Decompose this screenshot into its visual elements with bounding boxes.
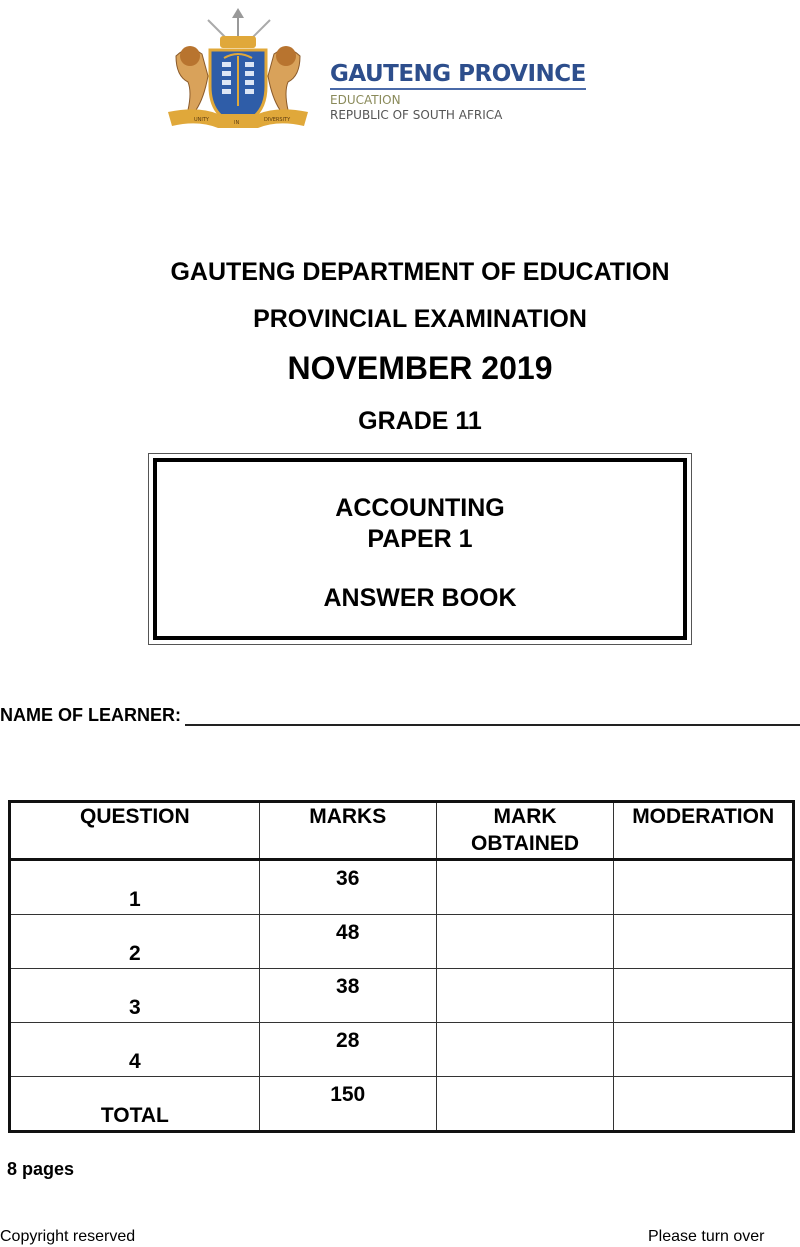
table-header-row — [10, 802, 794, 860]
learner-name-label: NAME OF LEARNER: — [0, 705, 181, 725]
marks-table — [8, 800, 795, 1133]
question-cell: 1 — [10, 860, 260, 915]
copyright-footer: Copyright reserved — [0, 1228, 136, 1245]
exam-heading: PROVINCIAL EXAMINATION — [253, 305, 587, 333]
title-box-inner — [153, 458, 687, 640]
subject-title: ACCOUNTING — [335, 494, 505, 522]
title-box — [148, 453, 692, 645]
logo-title: GAUTENG PROVINCE — [330, 60, 586, 90]
learner-name-row — [0, 704, 800, 726]
question-cell: 4 — [10, 1023, 260, 1077]
mark-obtained-cell[interactable] — [436, 860, 614, 915]
total-moderation-cell[interactable] — [614, 1077, 794, 1132]
header-question: QUESTION — [10, 802, 260, 860]
session-heading: NOVEMBER 2019 — [287, 350, 553, 386]
gauteng-logo — [150, 0, 630, 148]
moderation-cell[interactable] — [614, 969, 794, 1023]
question-cell: 3 — [10, 969, 260, 1023]
marks-cell: 48 — [259, 915, 436, 969]
total-marks-cell: 150 — [259, 1077, 436, 1132]
moderation-cell[interactable] — [614, 1023, 794, 1077]
header-marks: MARKS — [259, 802, 436, 860]
table-row — [10, 969, 794, 1023]
total-label-cell: TOTAL — [10, 1077, 260, 1132]
table-row — [10, 915, 794, 969]
moderation-cell[interactable] — [614, 860, 794, 915]
logo-wordmark — [330, 60, 586, 123]
header-mark-obtained: MARK OBTAINED — [436, 802, 614, 860]
svg-text:IN: IN — [234, 120, 240, 126]
mark-obtained-cell[interactable] — [436, 1023, 614, 1077]
answer-book-title: ANSWER BOOK — [323, 584, 517, 612]
table-row — [10, 1023, 794, 1077]
coat-of-arms-icon — [158, 6, 318, 138]
table-total-row — [10, 1077, 794, 1132]
moderation-cell[interactable] — [614, 915, 794, 969]
svg-text:UNITY: UNITY — [194, 117, 209, 123]
marks-cell: 38 — [259, 969, 436, 1023]
total-obtained-cell[interactable] — [436, 1077, 614, 1132]
svg-text:DIVERSITY: DIVERSITY — [264, 117, 291, 123]
logo-subtitle-country: REPUBLIC OF SOUTH AFRICA — [330, 108, 503, 122]
paper-title: PAPER 1 — [367, 525, 473, 553]
table-row — [10, 860, 794, 915]
department-heading: GAUTENG DEPARTMENT OF EDUCATION — [170, 258, 670, 286]
grade-heading: GRADE 11 — [358, 407, 482, 435]
mark-obtained-cell[interactable] — [436, 915, 614, 969]
header-moderation: MODERATION — [614, 802, 794, 860]
learner-name-field[interactable] — [185, 704, 800, 726]
mark-obtained-cell[interactable] — [436, 969, 614, 1023]
logo-subtitle-education: EDUCATION — [330, 93, 401, 107]
turn-over-footer: Please turn over — [648, 1228, 765, 1245]
question-cell: 2 — [10, 915, 260, 969]
page-count: 8 pages — [7, 1159, 75, 1179]
marks-cell: 28 — [259, 1023, 436, 1077]
marks-cell: 36 — [259, 860, 436, 915]
